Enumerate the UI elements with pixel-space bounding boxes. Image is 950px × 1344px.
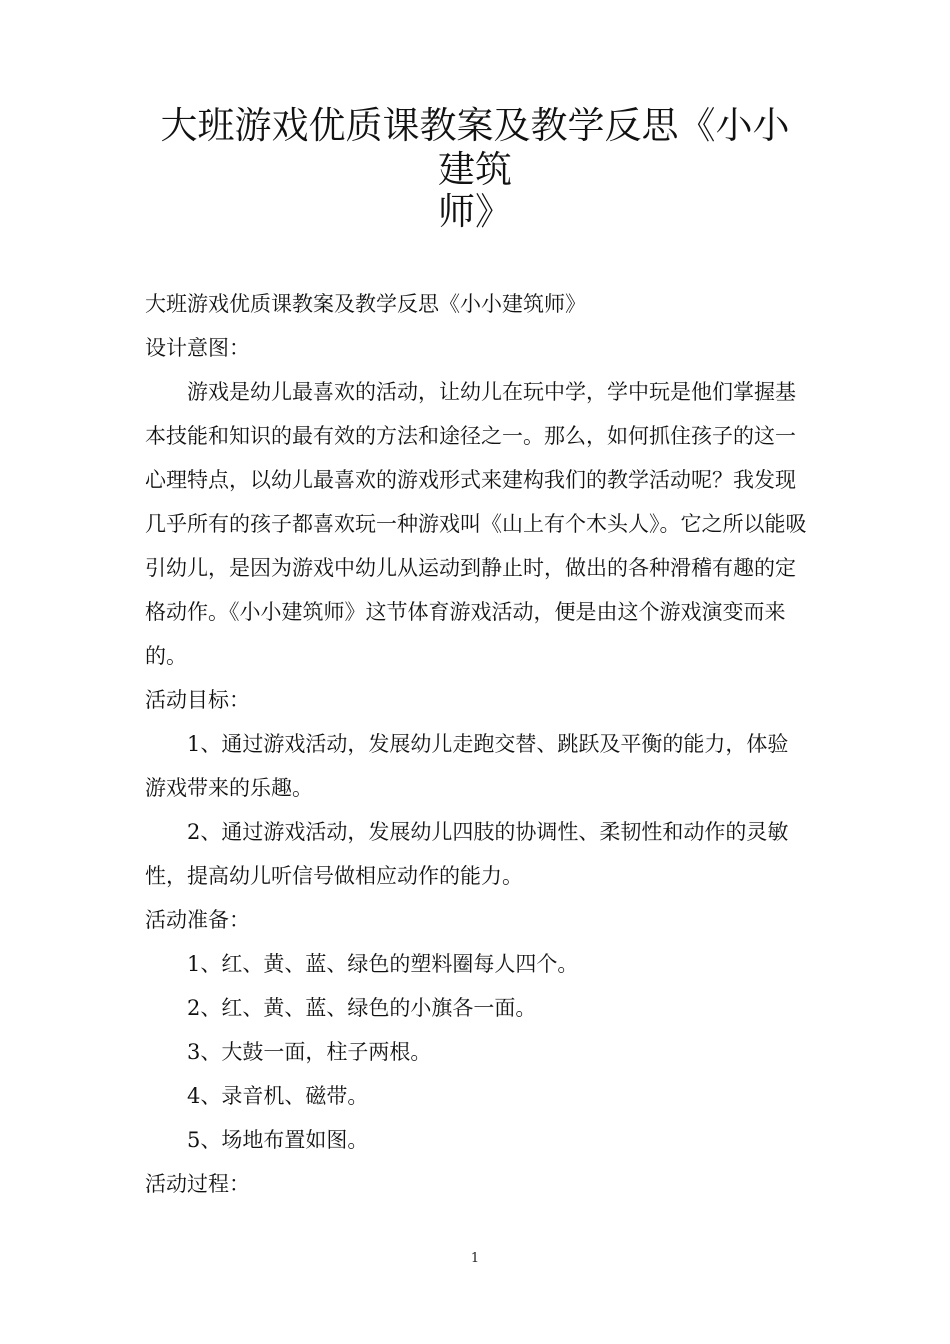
preparation-item-2: 2、红、黄、蓝、绿色的小旗各一面。 [187, 996, 537, 1020]
goal-item-1: 1、通过游戏活动，发展幼儿走跑交替、跳跃及平衡的能力，体验游戏带来的乐趣。 [145, 732, 789, 800]
preparation-item-3: 3、大鼓一面，柱子两根。 [187, 1040, 432, 1064]
section-heading-preparation: 活动准备： [145, 908, 250, 932]
subtitle: 大班游戏优质课教案及教学反思《小小建筑师》 [145, 292, 586, 316]
section-heading-goals: 活动目标： [145, 688, 250, 712]
design-intent-paragraph: 游戏是幼儿最喜欢的活动，让幼儿在玩中学，学中玩是他们掌握基本技能和知识的最有效的方法和途径之一。那么，如何抓住孩子的这一心理特点，以幼儿最喜欢的游戏形式来建构我们的教学活动呢？我发现几乎所有的孩子都喜欢玩一种游戏叫《山上有个木头人》。它之所以能吸引幼儿，是因为游戏中幼儿从运动到静止时，做出的各种滑稽有趣的定格动作。《小小建筑师》这节体育游戏活动，便是由这个游戏演变而来的。 [145, 380, 807, 668]
document-body [145, 282, 807, 1206]
document-title-line-2: 师》 [438, 190, 512, 233]
preparation-item-5: 5、场地布置如图。 [187, 1128, 369, 1152]
preparation-item-4: 4、录音机、磁带。 [187, 1084, 369, 1108]
document-title-line-1: 大班游戏优质课教案及教学反思《小小建筑 [160, 104, 790, 191]
page-number: 1 [470, 1251, 480, 1266]
goal-item-2: 2、通过游戏活动，发展幼儿四肢的协调性、柔韧性和动作的灵敏性，提高幼儿听信号做相应动作的能力。 [145, 820, 789, 888]
preparation-item-1: 1、红、黄、蓝、绿色的塑料圈每人四个。 [187, 952, 579, 976]
section-heading-process: 活动过程： [145, 1172, 250, 1196]
section-heading-design-intent: 设计意图： [145, 336, 250, 360]
